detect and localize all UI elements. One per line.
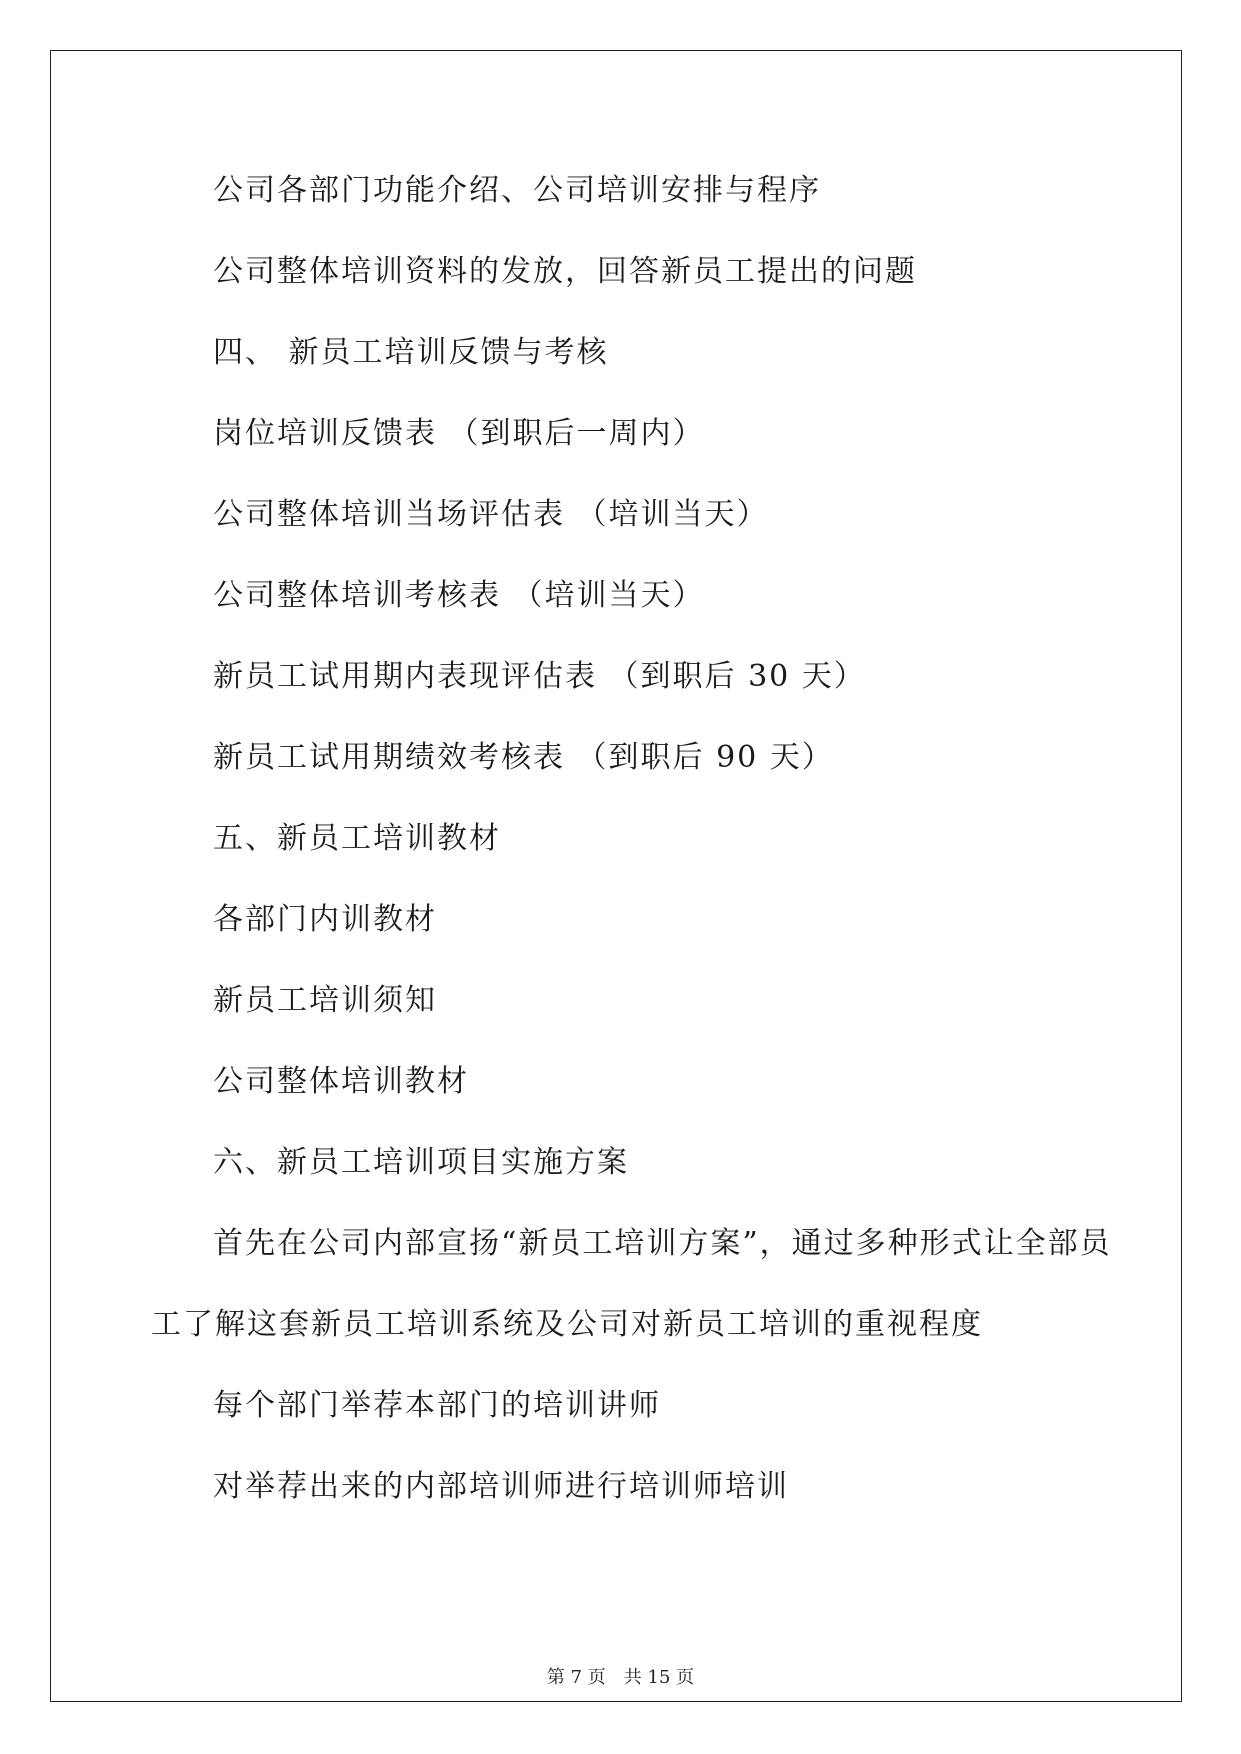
section-heading: 五、新员工培训教材	[213, 821, 501, 856]
text-line: 新员工试用期绩效考核表 （到职后 90 天）	[213, 740, 834, 775]
text-line: 公司各部门功能介绍、公司培训安排与程序	[213, 173, 821, 208]
text-line: 每个部门举荐本部门的培训讲师	[213, 1388, 661, 1423]
text-line: 公司整体培训资料的发放，回答新员工提出的问题	[213, 254, 917, 289]
text-line: 公司整体培训教材	[213, 1064, 469, 1099]
text-line: 首先在公司内部宣扬“新员工培训方案”，通过多种形式让全部员	[213, 1226, 1112, 1261]
text-line: 对举荐出来的内部培训师进行培训师培训	[213, 1469, 789, 1504]
section-heading: 四、 新员工培训反馈与考核	[213, 335, 609, 370]
text-line: 各部门内训教材	[213, 902, 437, 937]
text-line: 新员工试用期内表现评估表 （到职后 30 天）	[213, 659, 866, 694]
text-line: 新员工培训须知	[213, 983, 437, 1018]
section-heading: 六、新员工培训项目实施方案	[213, 1145, 629, 1180]
text-line: 公司整体培训考核表 （培训当天）	[213, 578, 705, 613]
text-line: 岗位培训反馈表 （到职后一周内）	[213, 416, 705, 451]
page-border	[50, 50, 1182, 1702]
page-number: 第 7 页	[546, 1667, 606, 1688]
text-line: 工了解这套新员工培训系统及公司对新员工培训的重视程度	[151, 1307, 983, 1342]
page-footer	[0, 1666, 1241, 1690]
text-line: 公司整体培训当场评估表 （培训当天）	[213, 497, 769, 532]
page-total: 共 15 页	[623, 1667, 695, 1688]
